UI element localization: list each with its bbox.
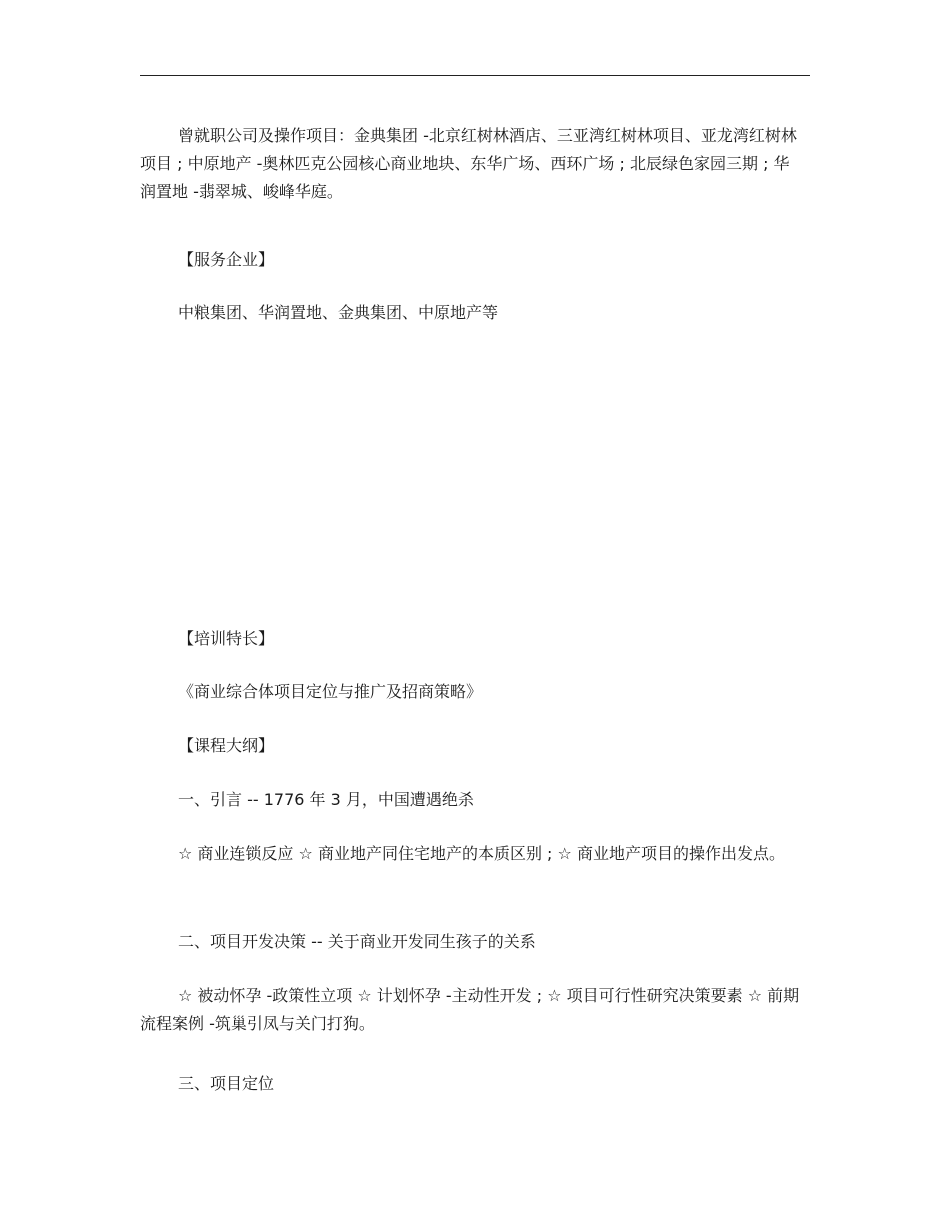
heading-training-specialty: 【培训特长】 <box>178 629 275 648</box>
outline-section-2: 二、项目开发决策 -- 关于商业开发同生孩子的关系 <box>178 932 536 951</box>
outline-section-2-points: ☆ 被动怀孕 -政策性立项 ☆ 计划怀孕 -主动性开发 ; ☆ 项目可行性研究决策要素 ☆ 前期流程案例 -筑巢引凤与关门打狗。 <box>140 986 800 1033</box>
paragraph-course-title: 《商业综合体项目定位与推广及招商策略》 <box>178 682 483 701</box>
paragraph-companies: 曾就职公司及操作项目：金典集团 -北京红树林酒店、三亚湾红树林项目、亚龙湾红树林项目 ; 中原地产 -奥林匹克公园核心商业地块、东华广场、西环广场 ; 北辰绿色家园三期 ; 华润置地 -翡翠城、峻峰华庭。 <box>140 126 797 201</box>
heading-course-outline: 【课程大纲】 <box>178 736 275 755</box>
outline-section-3: 三、项目定位 <box>178 1074 275 1093</box>
header-rule <box>140 75 810 76</box>
paragraph-clients: 中粮集团、华润置地、金典集团、中原地产等 <box>178 303 499 322</box>
heading-service-clients: 【服务企业】 <box>178 250 275 269</box>
outline-section-1: 一、引言 -- 1776 年 3 月，中国遭遇绝杀 <box>178 790 474 809</box>
outline-section-1-points: ☆ 商业连锁反应 ☆ 商业地产同住宅地产的本质区别 ; ☆ 商业地产项目的操作出发点。 <box>178 844 785 863</box>
